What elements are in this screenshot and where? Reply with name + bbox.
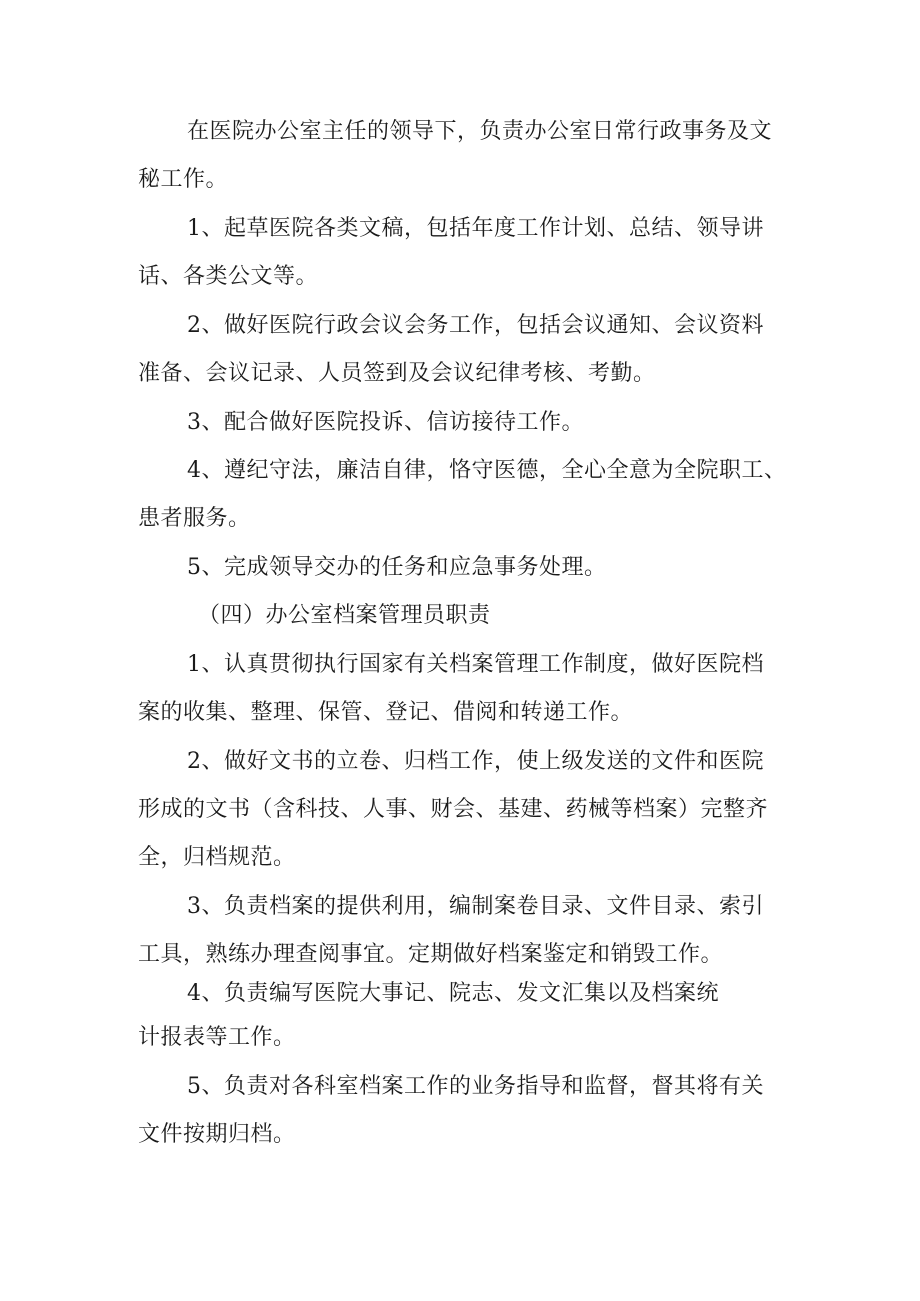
duty-4-line-2: 患者服务。: [138, 506, 251, 531]
archive-duty-5-line-2: 文件按期归档。: [138, 1122, 296, 1147]
archive-duty-2-line-1: 2、做好文书的立卷、归档工作，使上级发送的文件和医院: [187, 749, 764, 774]
duty-1-line-1: 1、起草医院各类文稿，包括年度工作计划、总结、领导讲: [187, 216, 764, 241]
archive-duty-3-line-1: 3、负责档案的提供利用，编制案卷目录、文件目录、索引: [187, 894, 764, 919]
archive-duty-1-line-1: 1、认真贯彻执行国家有关档案管理工作制度，做好医院档: [187, 652, 764, 677]
paragraph-intro-line-1: 在医院办公室主任的领导下，负责办公室日常行政事务及文: [187, 119, 773, 144]
archive-duty-5-line-1: 5、负责对各科室档案工作的业务指导和监督，督其将有关: [187, 1074, 764, 1099]
duty-1-line-2: 话、各类公文等。: [138, 264, 319, 289]
duty-3-line-1: 3、配合做好医院投诉、信访接待工作。: [187, 410, 584, 435]
paragraph-intro-line-2: 秘工作。: [138, 167, 229, 192]
archive-duty-2-line-3: 全，归档规范。: [138, 845, 296, 870]
section-heading: （四）办公室档案管理员职责: [198, 603, 491, 628]
duty-4-line-1: 4、遵纪守法，廉洁自律，恪守医德，全心全意为全院职工、: [187, 458, 787, 483]
archive-duty-4-line-1: 4、负责编写医院大事记、院志、发文汇集以及档案统: [187, 981, 719, 1006]
duty-2-line-1: 2、做好医院行政会议会务工作，包括会议通知、会议资料: [187, 313, 764, 338]
archive-duty-3-line-2: 工具，熟练办理查阅事宜。定期做好档案鉴定和销毁工作。: [138, 942, 724, 967]
archive-duty-1-line-2: 案的收集、整理、保管、登记、借阅和转递工作。: [138, 700, 634, 725]
duty-5-line-1: 5、完成领导交办的任务和应急事务处理。: [187, 555, 607, 580]
duty-2-line-2: 准备、会议记录、人员签到及会议纪律考核、考勤。: [138, 361, 656, 386]
archive-duty-2-line-2: 形成的文书（含科技、人事、财会、基建、药械等档案）完整齐: [138, 797, 769, 822]
archive-duty-4-line-2: 计报表等工作。: [138, 1025, 296, 1050]
